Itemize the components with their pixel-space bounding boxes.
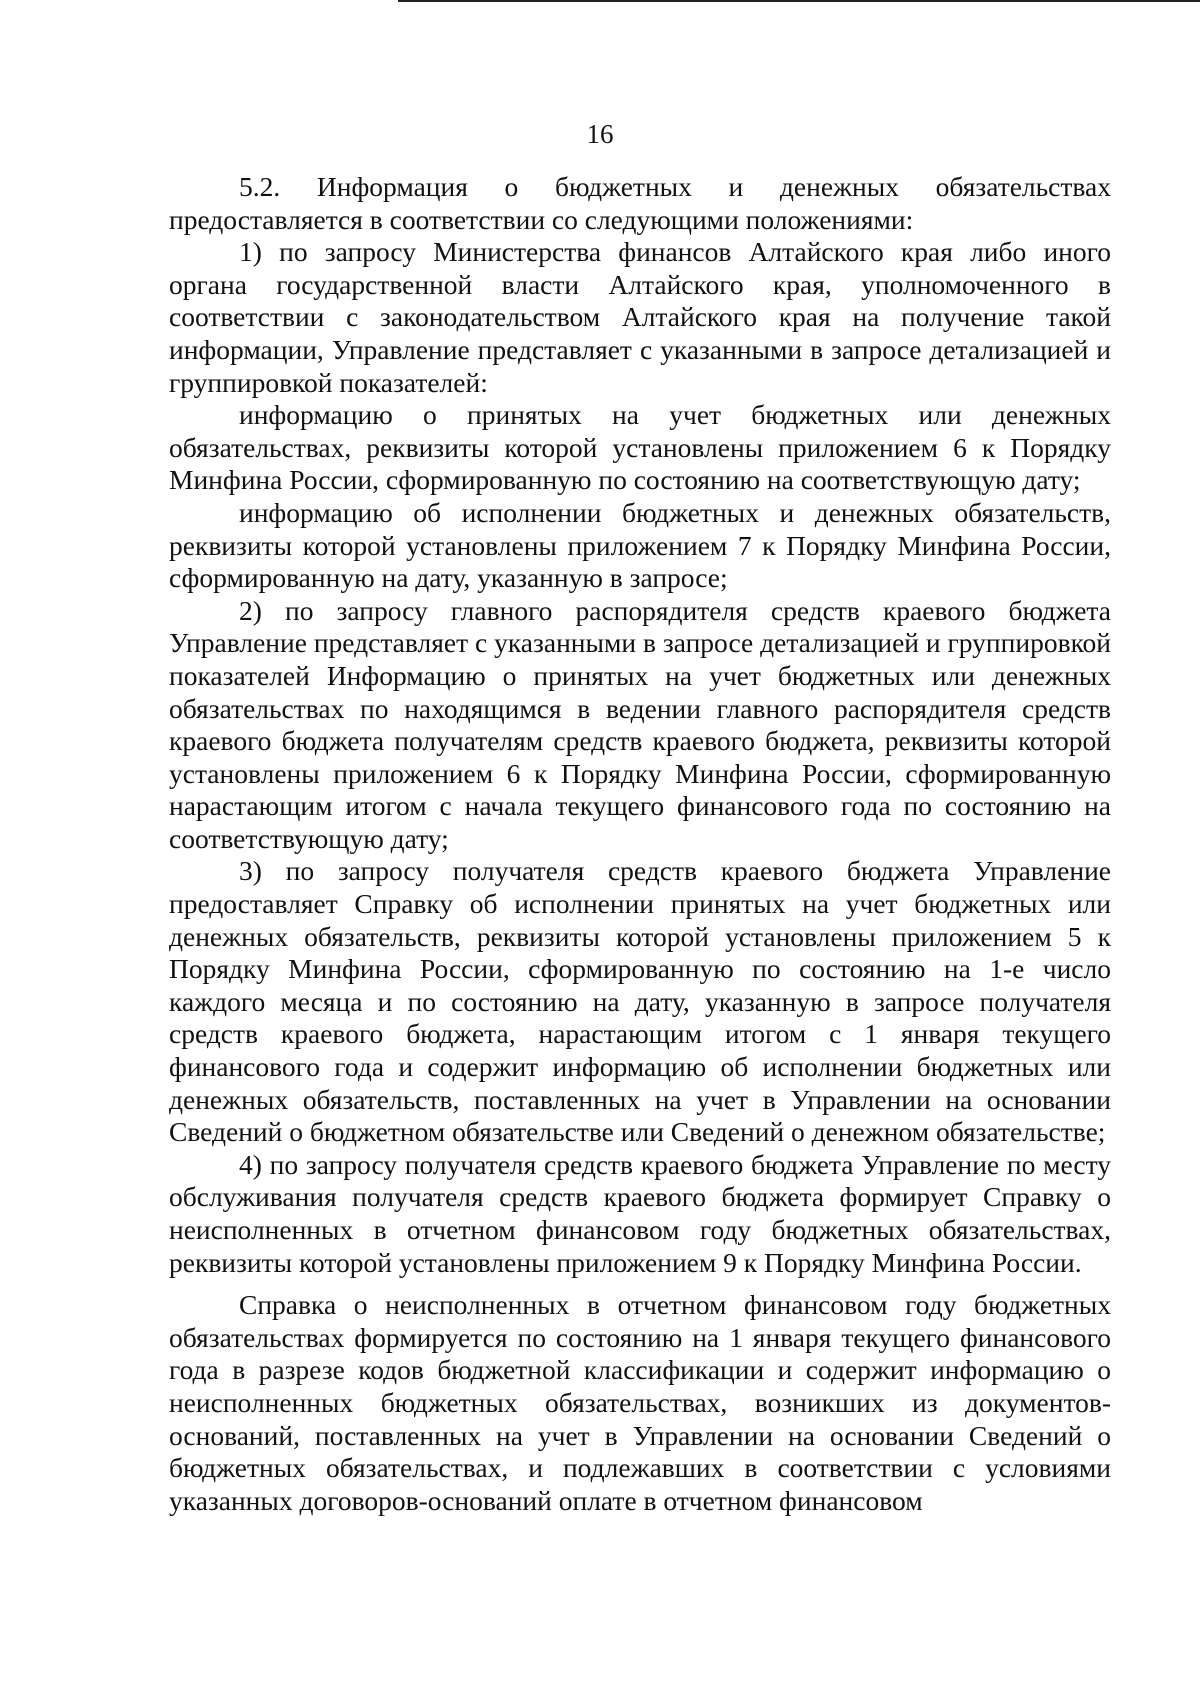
paragraph-unfulfilled-obligations-note: Справка о неисполненных в отчетном финансовом году бюджетных обязательствах формируется по состоянию на 1 января текущего финансового года в разрезе кодов бюджетной классификации и содержит информацию о неисполненных бюджетных обязательствах, возникших из документов-оснований, поставленных на учет в Управлении на основании Сведений о бюджетных обязательствах, и подлежавших в соответствии с условиями указанных договоров-оснований оплате в отчетном финансовом	[169, 1289, 1111, 1516]
page-number: 16	[586, 119, 614, 149]
document-body	[169, 171, 1111, 1517]
paragraph-item-1-info-execution: информацию об исполнении бюджетных и денежных обязательств, реквизиты которой установлены приложением 7 к Порядку Минфина России, сформированную на дату, указанную в запросе;	[169, 496, 1111, 594]
paragraph-item-3: 3) по запросу получателя средств краевого бюджета Управление предоставляет Справку об исполнении принятых на учет бюджетных или денежных обязательств, реквизиты которой установлены приложением 5 к Порядку Минфина России, сформированную по состоянию на 1-е число каждого месяца и по состоянию на дату, указанную в запросе получателя средств краевого бюджета, нарастающим итогом с 1 января текущего финансового года и содержит информацию об исполнении бюджетных или денежных обязательств, поставленных на учет в Управлении на основании Сведений о бюджетном обязательстве или Сведений о денежном обязательстве;	[169, 855, 1111, 1148]
top-edge-rule	[398, 0, 1200, 2]
paragraph-item-1-info-accepted: информацию о принятых на учет бюджетных или денежных обязательствах, реквизиты которой установлены приложением 6 к Порядку Минфина России, сформированную по состоянию на соответствующую дату;	[169, 399, 1111, 496]
paragraph-item-4: 4) по запросу получателя средств краевого бюджета Управление по месту обслуживания получателя средств краевого бюджета формирует Справку о неисполненных в отчетном финансовом году бюджетных обязательствах, реквизиты которой установлены приложением 9 к Порядку Минфина России.	[169, 1148, 1111, 1278]
paragraph-item-1: 1) по запросу Министерства финансов Алтайского края либо иного органа государственной власти Алтайского края, уполномоченного в соответствии с законодательством Алтайского края на получение такой информации, Управление представляет с указанными в запросе детализацией и группировкой показателей:	[169, 236, 1111, 398]
paragraph-item-2: 2) по запросу главного распорядителя средств краевого бюджета Управление представляет с указанными в запросе детализацией и группировкой показателей Информацию о принятых на учет бюджетных или денежных обязательствах по находящимся в ведении главного распорядителя средств краевого бюджета получателям средств краевого бюджета, реквизиты которой установлены приложением 6 к Порядку Минфина России, сформированную нарастающим итогом с начала текущего финансового года по состоянию на соответствующую дату;	[169, 594, 1111, 854]
paragraph-5-2: 5.2. Информация о бюджетных и денежных обязательствах предоставляется в соответствии со следующими положениями:	[169, 171, 1111, 235]
